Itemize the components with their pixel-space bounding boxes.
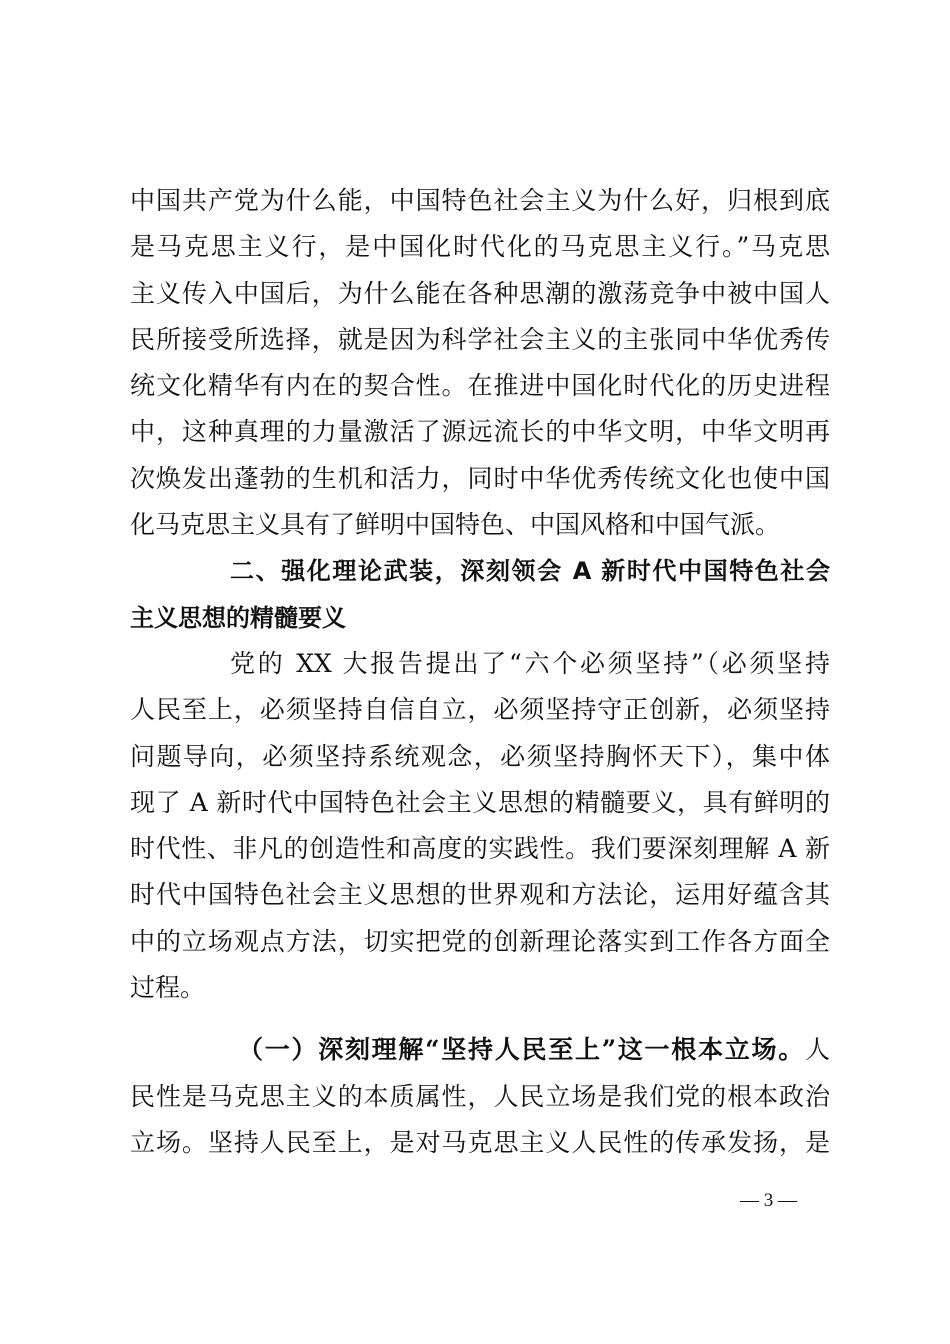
text-line: 时代中国特色社会主义思想的世界观和方法论，运用好蕴含其 bbox=[130, 880, 830, 910]
paragraph-2 bbox=[130, 641, 830, 1011]
text-line: 统文化精华有内在的契合性。在推进中国化时代化的历史进程 bbox=[130, 371, 830, 401]
paragraph-3 bbox=[130, 1027, 830, 1166]
text-line: 中国共产党为什么能，中国特色社会主义为什么好，归根到底 bbox=[130, 186, 830, 215]
text-line: 党的 XX 大报告提出了“六个必须坚持”（必须坚持 bbox=[230, 648, 830, 678]
heading-line: 主义思想的精髓要义 bbox=[130, 603, 346, 632]
text-line: 立场。坚持人民至上，是对马克思主义人民性的传承发扬，是 bbox=[130, 1127, 830, 1157]
text-line: 人民至上，必须坚持自信自立，必须坚持守正创新，必须坚持 bbox=[130, 695, 830, 725]
text-line: 民所接受所选择，就是因为科学社会主义的主张同中华优秀传 bbox=[130, 324, 830, 354]
text-line: 民性是马克思主义的本质属性，人民立场是我们党的根本政治 bbox=[130, 1081, 830, 1111]
text-line: 问题导向，必须坚持系统观念，必须坚持胸怀天下），集中体 bbox=[130, 741, 830, 771]
page-number: — 3 — bbox=[740, 1190, 797, 1211]
subheading: （一）深刻理解“坚持人民至上”这一根本立场。 bbox=[238, 1035, 805, 1065]
heading-line: 二、强化理论武装，深刻领会 A 新时代中国特色社会 bbox=[230, 557, 830, 586]
text-line: 次焕发出蓬勃的生机和活力，同时中华优秀传统文化也使中国 bbox=[130, 463, 830, 493]
text-line: 中的立场观点方法，切实把党的创新理论落实到工作各方面全 bbox=[130, 926, 830, 956]
section-heading-2 bbox=[130, 548, 830, 641]
page-content bbox=[130, 178, 830, 1166]
text-line: 是马克思主义行，是中国化时代化的马克思主义行。”马克思 bbox=[130, 232, 830, 262]
text-run: 人 bbox=[804, 1035, 830, 1065]
text-line: 中，这种真理的力量激活了源远流长的中华文明，中华文明再 bbox=[130, 417, 830, 447]
paragraph-spacer bbox=[130, 1011, 830, 1027]
paragraph-1 bbox=[130, 178, 830, 548]
text-line: 现了 A 新时代中国特色社会主义思想的精髓要义，具有鲜明的 bbox=[130, 787, 830, 817]
text-line bbox=[130, 1027, 830, 1073]
text-line: 过程。 bbox=[130, 973, 206, 1003]
text-line: 化马克思主义具有了鲜明中国特色、中国风格和中国气派。 bbox=[130, 510, 781, 540]
text-line: 主义传入中国后，为什么能在各种思潮的激荡竞争中被中国人 bbox=[130, 278, 830, 308]
text-line: 时代性、非凡的创造性和高度的实践性。我们要深刻理解 A 新 bbox=[130, 834, 830, 864]
